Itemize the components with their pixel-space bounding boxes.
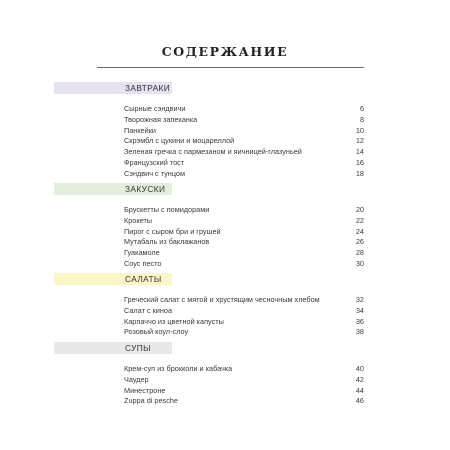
toc-entry-page-number: 40 [355,364,364,373]
toc-entry [124,316,364,327]
toc-entry-page-number: 20 [355,205,364,214]
toc-entry [124,326,364,337]
toc-entry-title: Французский тост [124,158,185,167]
section-heading: СУПЫ [125,343,151,353]
toc-entry-title: Чаудер [124,374,149,384]
toc-entry [124,103,364,114]
toc-entry [124,125,364,136]
section-heading: ЗАКУСКИ [125,184,166,194]
toc-entry [124,294,364,305]
toc-entry-title: Творожная запеканка [124,114,198,124]
toc-entry-title: Сэндвич с тунцом [124,168,186,178]
page-title: СОДЕРЖАНИЕ [161,44,289,59]
toc-entry-page-number: 22 [355,215,364,225]
toc-entry-page-number: 26 [355,237,364,247]
toc-entry-page-number: 30 [355,259,364,268]
toc-entry-title: Соус песто [124,259,162,268]
toc-entry-title: Крем-суп из брокколи и кабачка [124,364,233,373]
toc-entry-page-number: 24 [355,226,364,236]
toc-entry [124,114,364,125]
toc-entry-page-number: 8 [359,114,364,124]
toc-entry-title: Брускетты с помидорами [124,205,210,214]
toc-entry [124,247,364,258]
toc-entry-title: Панкейки [124,125,157,135]
toc-entry-page-number: 14 [355,147,364,157]
toc-entry [124,146,364,157]
toc-entry-page-number: 12 [355,136,364,146]
toc-entry-title: Сырные сэндвичи [124,104,186,113]
toc-entry-title: Зеленая гречка с пармезаном и яичницей-глазуньей [124,147,302,157]
toc-entry-title: Скрэмбл с цукини и моцареллой [124,136,235,146]
toc-entry-title: Минестроне [124,385,166,395]
toc-entry-title: Греческий салат с мятой и хрустящим чесночным хлебом [124,295,320,304]
toc-entry [124,168,364,179]
toc-entry-title: Розовый коул-слоу [124,327,189,337]
section-highlight-band [54,342,172,354]
toc-entry [124,258,364,269]
toc-entry-page-number: 36 [355,316,364,326]
toc-entry-page-number: 42 [355,374,364,384]
toc-entry-page-number: 16 [355,158,364,167]
toc-entry [124,226,364,237]
toc-entry-page-number: 6 [359,104,364,113]
toc-entry-page-number: 10 [355,125,364,135]
toc-entry [124,395,364,406]
toc-entry [124,204,364,215]
toc-entry-page-number: 38 [355,327,364,337]
toc-entry-title: Гуакамоле [124,248,160,258]
toc-entry-title: Мутабаль из баклажанов [124,237,210,247]
toc-entry [124,215,364,226]
section-heading: ЗАВТРАКИ [125,83,171,93]
section-heading: САЛАТЫ [125,274,162,284]
toc-entry [124,374,364,385]
toc-entry-page-number: 28 [355,248,364,258]
toc-entry-page-number: 34 [355,305,364,315]
toc-entry-page-number: 18 [355,168,364,178]
toc-entry [124,157,364,168]
toc-entry-title: Zuppa di pesche [124,396,178,406]
toc-entry-page-number: 46 [355,396,364,406]
title-divider [97,67,364,68]
toc-entry-page-number: 32 [355,295,364,304]
toc-entry-title: Крокеты [124,215,153,225]
toc-entry [124,236,364,247]
toc-entry-title: Пирог с сыром бри и грушей [124,226,221,236]
toc-entry-page-number: 44 [355,385,364,395]
toc-entry-title: Салат с киноа [124,305,173,315]
toc-entry [124,363,364,374]
toc-entry [124,305,364,316]
toc-entry [124,135,364,146]
toc-entry [124,385,364,396]
toc-entry-title: Карпаччо из цветной капусты [124,316,224,326]
